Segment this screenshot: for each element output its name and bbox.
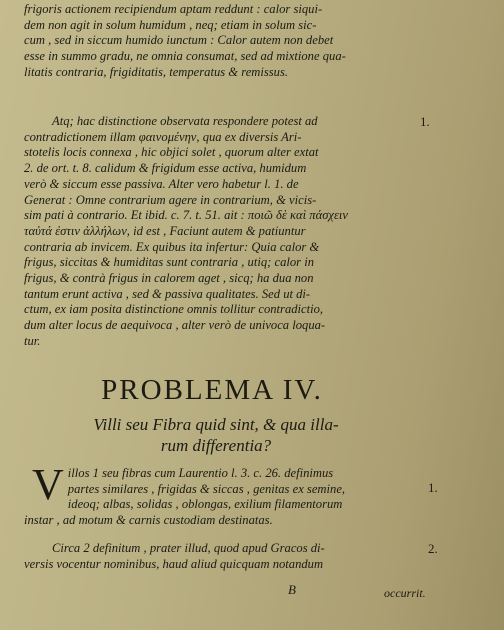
text-line: frigoris actionem recipiendum aptam reddunt : calor siqui-: [24, 2, 323, 16]
margin-note: 2.: [428, 541, 438, 556]
text-line: frigus, siccitas & humiditas sunt contraria , utiq; calor in: [24, 255, 315, 270]
text-line: sim pati à contrario. Et ibid. c. 7. t. 51. ait : ποιῶ δὲ καὶ πάσχειν: [24, 208, 349, 223]
problem-subheading: [56, 414, 376, 456]
text-line: Generat : Omne contrarium agere in contrarium, & vicis-: [24, 192, 317, 207]
text-line: dem non agit in solum humidum , neq; etiam in solum sic-: [24, 17, 317, 32]
problem-heading: PROBLEMA IV.: [101, 374, 323, 406]
signature-mark: B: [288, 582, 296, 597]
margin-note: 1.: [420, 114, 430, 129]
text-line: illos 1 seu fibras cum Laurentio l. 3. c. 26. definimus: [67, 466, 334, 480]
text-line: dum alter locus de aequivoca , alter verò de univoca loqua-: [24, 318, 326, 333]
catchword: occurrit.: [384, 586, 426, 600]
text-line: stotelis locis connexa , hic objici solet , quorum alter extat: [24, 145, 319, 160]
paragraph-1: [24, 2, 424, 81]
text-line: Atq; hac distinctione observata respondere potest ad: [52, 114, 318, 128]
text-line: frigus, & contrà frigus in calorem aget , sicq; ha dua non: [24, 271, 314, 286]
text-line: esse in summo gradu, ne omnia consumat, sed ad mixtione qua-: [24, 49, 346, 64]
text-line: cum , sed in siccum humido iunctum : Calor autem non debet: [24, 33, 334, 48]
margin-note: 1.: [428, 480, 438, 495]
text-line: versis vocentur nominibus, haud aliud quicquam notandum: [24, 556, 324, 571]
paragraph-4: [24, 541, 424, 572]
text-line: ideoq; albas, solidas , oblongas, exilium filamentorum: [67, 497, 343, 512]
text-line: 2. de ort. t. 8. calidum & frigidum esse activa, humidum: [24, 161, 307, 176]
text-line: litatis contraria, frigiditatis, temperatus & remissus.: [24, 64, 289, 79]
drop-cap: V: [32, 460, 64, 509]
text-line: ctum, ex iam posita distinctione omnis tollitur contradictio,: [24, 302, 324, 317]
text-line: partes similares , frigidas & siccas , genitas ex semine,: [67, 481, 346, 496]
text-line: verò & siccum esse passiva. Alter vero habetur l. 1. de: [24, 176, 299, 191]
text-line: tur.: [24, 333, 41, 348]
text-line: tantum erunt activa , sed & passiva qualitates. Sed ut di-: [24, 286, 311, 301]
text-line: ταὐτά ἐστιν ἀλλήλων, id est , Faciunt autem & patiuntur: [24, 223, 306, 238]
text-line: contraria ab invicem. Ex quibus ita infertur: Quia calor &: [24, 239, 320, 254]
subheading-line: Villi seu Fibra quid sint, & qua illa-: [93, 415, 339, 434]
text-line: contradictionem illam φαινομένην, qua ex diversis Ari-: [24, 129, 302, 144]
paragraph-2: [24, 114, 424, 350]
paragraph-3: [24, 460, 424, 529]
text-line: instar , ad motum & carnis custodiam destinatas.: [24, 513, 273, 528]
text-line: Circa 2 definitum , prater illud, quod apud Gracos di-: [52, 541, 325, 555]
subheading-line: rum differentia?: [160, 436, 272, 455]
